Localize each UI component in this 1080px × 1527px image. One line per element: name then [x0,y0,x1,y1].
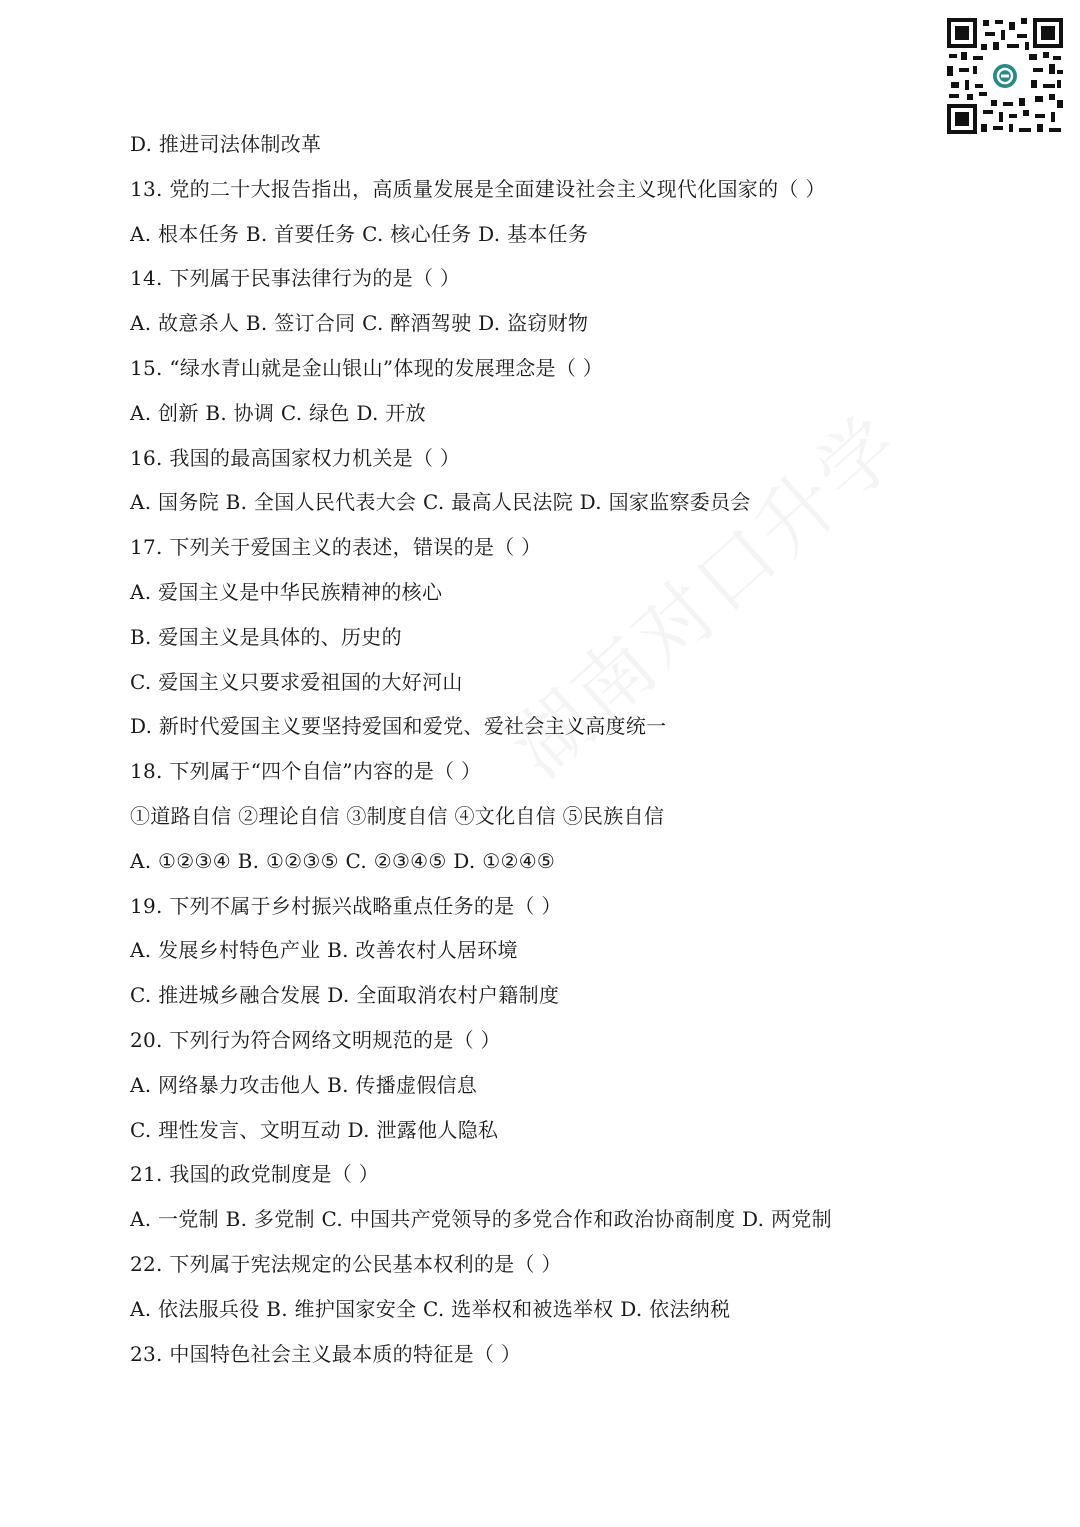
text-line: A. 网络暴力攻击他人 B. 传播虚假信息 [130,1072,478,1097]
text-line: A. 根本任务 B. 首要任务 C. 核心任务 D. 基本任务 [130,221,589,246]
text-line: C. 推进城乡融合发展 D. 全面取消农村户籍制度 [130,983,560,1008]
text-line: 18. 下列属于“四个自信”内容的是（ ） [130,759,482,784]
question-list [130,122,1030,1376]
text-line: 16. 我国的最高国家权力机关是（ ） [130,445,461,470]
text-line: A. 故意杀人 B. 签订合同 C. 醉酒驾驶 D. 盗窃财物 [130,311,589,336]
text-line: 23. 中国特色社会主义最本质的特征是（ ） [130,1341,522,1366]
text-line: A. 依法服兵役 B. 维护国家安全 C. 选举权和被选举权 D. 依法纳税 [130,1296,731,1321]
text-line: 13. 党的二十大报告指出，高质量发展是全面建设社会主义现代化国家的（ ） [130,176,826,201]
text-line: A. 国务院 B. 全国人民代表大会 C. 最高人民法院 D. 国家监察委员会 [130,490,751,515]
text-line: ①道路自信 ②理论自信 ③制度自信 ④文化自信 ⑤民族自信 [130,803,665,828]
text-line: 17. 下列关于爱国主义的表述，错误的是（ ） [130,535,542,560]
text-line: C. 理性发言、文明互动 D. 泄露他人隐私 [130,1117,499,1142]
text-line: A. 爱国主义是中华民族精神的核心 [130,579,443,604]
text-line: C. 爱国主义只要求爱祖国的大好河山 [130,669,463,694]
text-line: 22. 下列属于宪法规定的公民基本权利的是（ ） [130,1251,562,1276]
qr-code [945,16,1065,136]
text-line: B. 爱国主义是具体的、历史的 [130,624,402,649]
text-line: A. 发展乡村特色产业 B. 改善农村人居环境 [130,938,518,963]
text-line: 15. “绿水青山就是金山银山”体现的发展理念是（ ） [130,355,604,380]
text-line: 20. 下列行为符合网络文明规范的是（ ） [130,1027,501,1052]
text-line: 14. 下列属于民事法律行为的是（ ） [130,266,461,291]
text-line: A. 创新 B. 协调 C. 绿色 D. 开放 [130,400,426,425]
text-line: D. 新时代爱国主义要坚持爱国和爱党、爱社会主义高度统一 [130,714,667,739]
text-line: A. 一党制 B. 多党制 C. 中国共产党领导的多党合作和政治协商制度 D. 两党制 [130,1207,832,1232]
text-line: A. ①②③④ B. ①②③⑤ C. ②③④⑤ D. ①②④⑤ [130,848,556,873]
text-line: 21. 我国的政党制度是（ ） [130,1162,380,1187]
text-line: 19. 下列不属于乡村振兴战略重点任务的是（ ） [130,893,562,918]
text-line: D. 推进司法体制改革 [130,132,322,156]
